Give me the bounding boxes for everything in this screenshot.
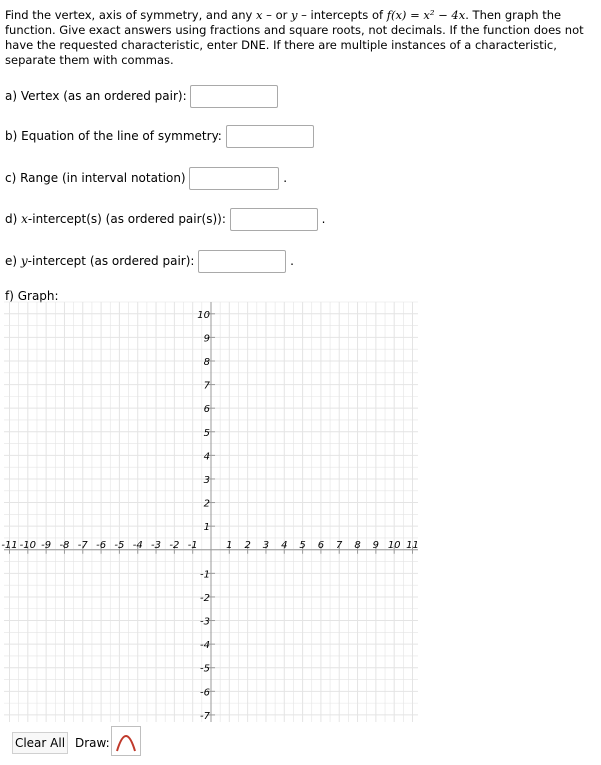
intro-instructions: function. Give exact answers using fractions and square roots, not decimals. If the function does not have the requested characteristic, enter DNE. If there are multiple instances of a characteristic, separate them with commas. [5, 23, 584, 67]
y-tick-label: 6 [203, 404, 210, 416]
function-equals: = [406, 8, 424, 22]
function-rhs: x² − 4x [423, 8, 466, 22]
x-tick-label: 7 [336, 539, 343, 551]
x-tick-label: -4 [132, 539, 143, 551]
x-tick-label: -8 [59, 539, 70, 551]
y-tick-label: 4 [203, 451, 210, 463]
y-tick-label: 9 [203, 333, 210, 345]
y-tick-label: 3 [203, 474, 210, 486]
intro-x-var: x [256, 8, 263, 22]
x-tick-label: 8 [354, 539, 361, 551]
x-tick-label: 11 [406, 539, 419, 551]
x-tick-label: -2 [169, 539, 180, 551]
question-a [5, 85, 278, 108]
x-tick-label: 9 [372, 539, 380, 551]
question-b [5, 125, 314, 148]
intro-y-var: y [291, 8, 298, 22]
x-tick-label: 3 [262, 539, 270, 551]
symmetry-label: b) Equation of the line of symmetry: [5, 129, 222, 143]
x-intercept-label: -intercept(s) (as ordered pair(s)): [27, 212, 226, 226]
intro-text-3: – intercepts of [297, 8, 387, 22]
y-tick-label: 7 [203, 380, 210, 392]
x-tick-label: 2 [244, 539, 251, 551]
x-tick-label: -11 [1, 539, 18, 551]
intro-text-1: Find the vertex, axis of symmetry, and any [5, 8, 257, 22]
question-c [5, 167, 287, 190]
x-tick-label: -7 [77, 539, 88, 551]
y-intercept-prefix: e) [5, 254, 21, 268]
clear-all-button[interactable]: Clear All [12, 732, 68, 754]
y-intercept-var: y [20, 254, 28, 268]
problem-statement [5, 8, 595, 68]
x-tick-label: -5 [114, 539, 125, 551]
y-intercept-suffix: . [290, 254, 294, 268]
y-tick-label: 10 [197, 309, 210, 321]
range-suffix: . [283, 171, 288, 185]
y-tick-label: -5 [200, 663, 210, 675]
y-tick-label: -6 [200, 687, 210, 699]
parabola-tool-button[interactable] [111, 726, 141, 756]
x-tick-label: 5 [299, 539, 306, 551]
x-tick-label: -10 [19, 539, 36, 551]
y-intercept-input[interactable] [198, 250, 286, 273]
x-tick-label: 4 [281, 539, 288, 551]
draw-label: Draw: [75, 736, 110, 750]
vertex-label: a) Vertex (as an ordered pair): [5, 89, 187, 103]
range-label: c) Range (in interval notation) [5, 171, 186, 185]
y-tick-label: -3 [200, 616, 210, 628]
y-tick-label: 1 [203, 522, 210, 534]
x-tick-label: -1 [187, 539, 198, 551]
x-intercept-suffix: . [321, 212, 326, 226]
y-tick-label: -1 [200, 569, 210, 581]
x-tick-label: -3 [151, 539, 162, 551]
y-tick-label: -7 [200, 710, 210, 722]
y-intercept-label: -intercept (as ordered pair): [27, 254, 195, 268]
y-tick-label: 5 [203, 427, 210, 439]
x-tick-label: -6 [96, 539, 107, 551]
x-tick-label: 1 [226, 539, 233, 551]
y-tick-label: -2 [200, 592, 210, 604]
symmetry-input[interactable] [226, 125, 314, 148]
x-intercept-prefix: d) [5, 212, 22, 226]
function-lhs: f(x) [386, 8, 407, 22]
x-tick-label: -9 [41, 539, 52, 551]
y-tick-label: -4 [200, 640, 210, 652]
intro-text-4: . Then graph the [465, 8, 562, 22]
y-tick-label: 2 [203, 498, 210, 510]
question-f [5, 289, 59, 303]
graph-canvas[interactable] [1, 302, 419, 722]
x-intercept-input[interactable] [230, 208, 318, 231]
vertex-input[interactable] [190, 85, 278, 108]
x-tick-label: 10 [387, 539, 401, 551]
question-e [5, 250, 294, 273]
intro-text-2: – or [262, 8, 291, 22]
parabola-tool-icon [112, 727, 140, 755]
x-tick-label: 6 [317, 539, 325, 551]
question-d [5, 208, 325, 231]
graph-label: f) Graph: [5, 289, 59, 303]
x-intercept-var: x [21, 212, 28, 226]
range-input[interactable] [189, 167, 279, 190]
y-tick-label: 8 [203, 356, 210, 368]
